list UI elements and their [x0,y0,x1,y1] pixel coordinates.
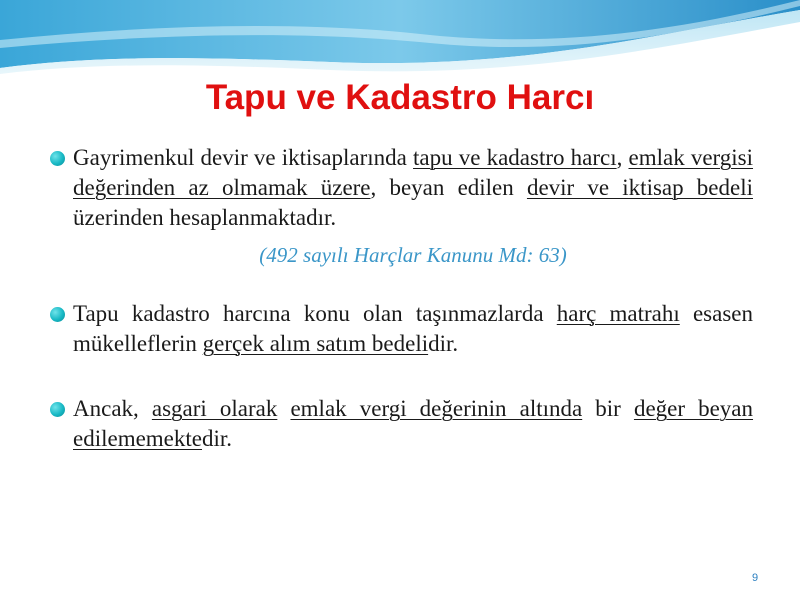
bullet-dot-icon [50,402,65,417]
bullet-text: esasen mükelleflerin [73,301,754,356]
slide-title: Tapu ve Kadastro Harcı [205,78,595,117]
bullet-text [277,396,290,421]
law-citation: (492 sayılı Harçlar Kanunu Md: 63) [259,243,567,267]
bullet-text: , [616,145,629,170]
page-number: 9 [751,572,759,584]
bullet-text: üzerinden hesaplanmaktadır. [73,205,337,230]
underlined-term: emlak vergi değerinin altında [290,396,583,421]
bullet-item-3 [48,394,753,454]
underlined-term: gerçek alım satım bedeli [202,331,429,356]
underlined-term: devir ve iktisap bedeli [526,175,753,200]
underlined-term: asgari olarak [151,396,278,421]
bullet-list [48,143,753,454]
bullet-item-1 [48,143,753,233]
bullet-text: , beyan edilen [370,175,527,200]
underlined-term: emlak vergisi değerinden az olmamak üzere [73,145,754,200]
underlined-term: değer beyan edilememekte [73,396,754,451]
header-wave-decoration [0,0,800,75]
bullet-text: dir. [202,426,233,451]
bullet-dot-icon [50,307,65,322]
underlined-term: tapu ve kadastro harcı [413,145,617,170]
bullet-text: Ancak, [73,396,152,421]
bullet-text: bir [582,396,634,421]
bullet-text: Tapu kadastro harcına konu olan taşınmazlarda [73,301,557,326]
bullet-dot-icon [50,151,65,166]
underlined-term: harç matrahı [556,301,680,326]
bullet-text: Gayrimenkul devir ve iktisaplarında [73,145,414,170]
bullet-text: dir. [428,331,459,356]
bullet-item-2 [48,299,753,359]
